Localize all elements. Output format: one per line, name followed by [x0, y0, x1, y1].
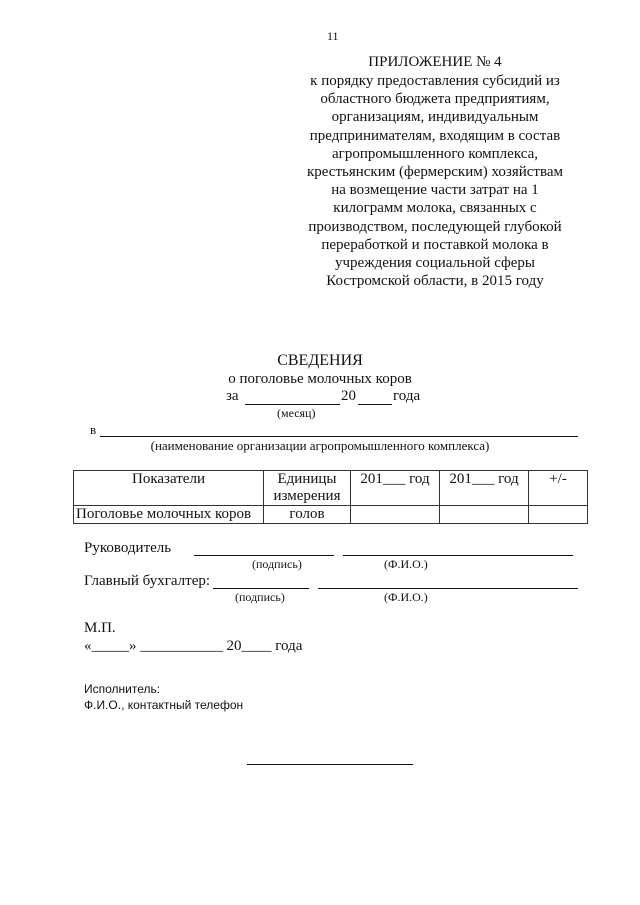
- header-units: Единицы измерения: [264, 471, 351, 506]
- head-name-caption: (Ф.И.О.): [384, 557, 428, 571]
- executor-details: Ф.И.О., контактный телефон: [84, 698, 244, 712]
- appendix-line: к порядку предоставления субсидий из: [310, 73, 560, 89]
- accountant-label: Главный бухгалтер:: [84, 573, 211, 589]
- header-diff: +/-: [529, 471, 588, 506]
- header-year-1: 201___ год: [351, 471, 440, 506]
- appendix-line: областного бюджета предприятиям,: [320, 91, 550, 108]
- appendix-line: производством, последующей глубокой: [308, 218, 562, 235]
- bottom-divider: [247, 764, 413, 765]
- row-indicator: Поголовье молочных коров: [74, 506, 264, 524]
- form-title: СВЕДЕНИЯ: [277, 352, 363, 369]
- appendix-line: агропромышленного комплекса,: [332, 145, 538, 162]
- accountant-signature-caption: (подпись): [235, 590, 285, 604]
- period-suffix: года: [393, 388, 421, 404]
- cell-year-2[interactable]: [440, 506, 529, 524]
- year-field[interactable]: [358, 404, 392, 405]
- form-subtitle: о поголовье молочных коров: [228, 371, 412, 387]
- accountant-name-field[interactable]: [318, 588, 578, 589]
- table-row: [74, 506, 588, 524]
- appendix-line: переработкой и поставкой молока в: [321, 236, 549, 253]
- cell-year-1[interactable]: [351, 506, 440, 524]
- appendix-line: крестьянским (фермерским) хозяйствам: [306, 164, 564, 180]
- accountant-name-caption: (Ф.И.О.): [384, 590, 428, 604]
- appendix-line: предпринимателям, входящим в состав: [309, 127, 561, 144]
- appendix-title: ПРИЛОЖЕНИЕ № 4: [368, 54, 502, 70]
- appendix-line: Костромской области, в 2015 году: [326, 273, 544, 290]
- page-number: 11: [327, 29, 339, 43]
- appendix-line: на возмещение части затрат на 1: [331, 182, 539, 199]
- period-prefix: за: [226, 388, 239, 404]
- month-caption: (месяц): [277, 406, 316, 420]
- appendix-line: килограмм молока, связанных с: [333, 200, 537, 217]
- header-indicators: Показатели: [74, 471, 264, 506]
- org-prefix: в: [90, 422, 97, 437]
- month-field[interactable]: [245, 404, 340, 405]
- head-signature-field[interactable]: [194, 555, 334, 556]
- stamp-label: М.П.: [84, 620, 116, 636]
- organization-field[interactable]: [100, 436, 578, 437]
- cell-diff[interactable]: [529, 506, 588, 524]
- head-label: Руководитель: [84, 540, 172, 556]
- appendix-line: организациям, индивидуальным: [331, 109, 539, 126]
- org-caption: (наименование организации агропромышленного комплекса): [150, 438, 490, 453]
- executor-label: Исполнитель:: [84, 682, 161, 696]
- accountant-signature-field[interactable]: [213, 588, 309, 589]
- indicators-table: [73, 470, 588, 524]
- header-year-2: 201___ год: [440, 471, 529, 506]
- period-year-prefix: 20: [341, 388, 356, 404]
- head-signature-caption: (подпись): [252, 557, 302, 571]
- row-units: голов: [264, 506, 351, 524]
- head-name-field[interactable]: [343, 555, 573, 556]
- date-line: «_____» ___________ 20____ года: [84, 638, 303, 654]
- appendix-line: учреждения социальной сферы: [335, 255, 535, 271]
